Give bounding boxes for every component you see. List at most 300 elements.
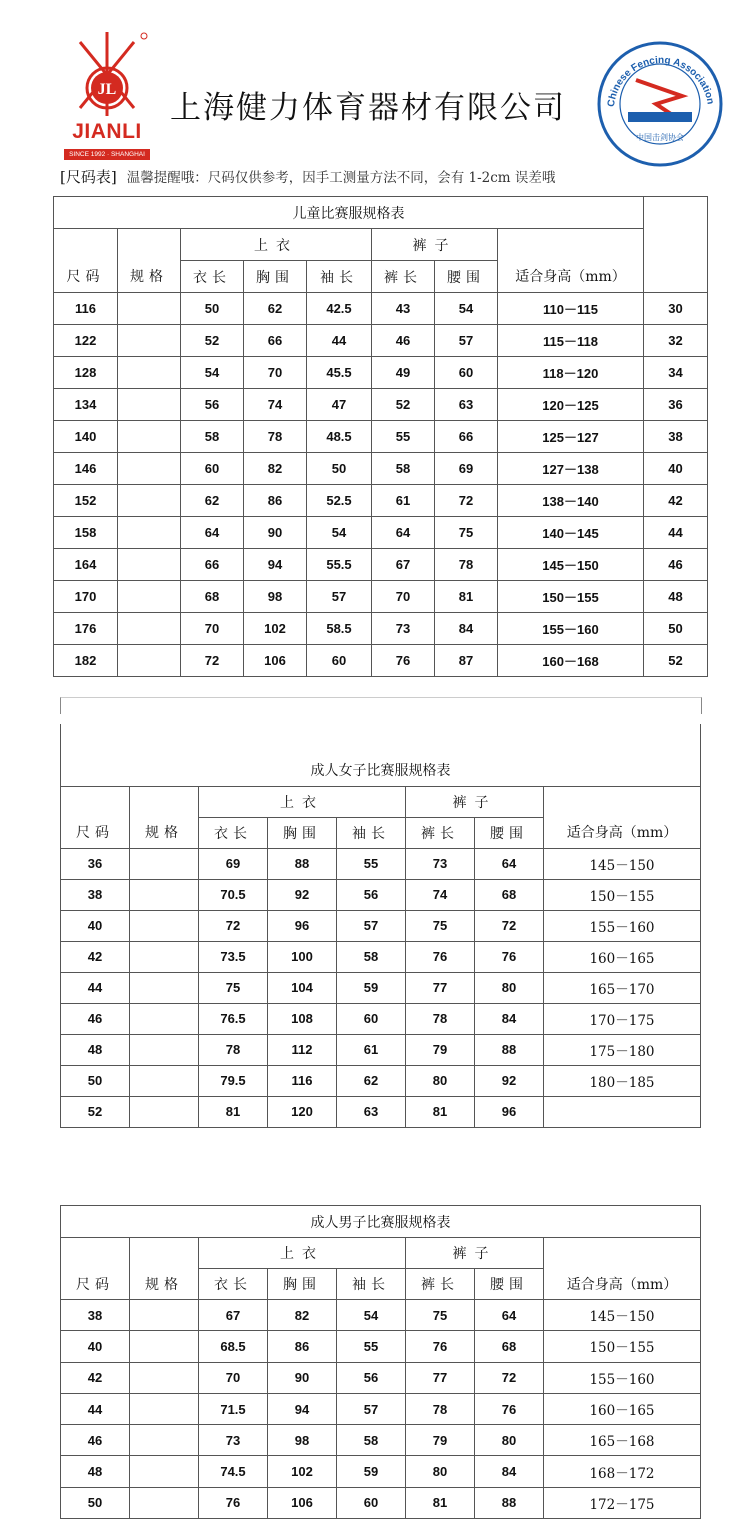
table-cell xyxy=(130,1425,199,1456)
col-height: 适合身高（mm） xyxy=(544,1269,701,1300)
table-cell: 69 xyxy=(199,848,268,879)
table-cell xyxy=(130,848,199,879)
table-cell: 79 xyxy=(406,1425,475,1456)
table-cell: 155－160 xyxy=(544,1362,701,1393)
table-cell: 90 xyxy=(268,1362,337,1393)
table-cell: 90 xyxy=(244,517,307,549)
table-cell: 94 xyxy=(244,549,307,581)
table-row xyxy=(61,1487,701,1518)
table-cell xyxy=(118,293,181,325)
col-sleeve: 袖长 xyxy=(337,817,406,848)
notice-label: [尺码表] xyxy=(60,168,117,186)
table-cell: 84 xyxy=(475,1456,544,1487)
table-cell: 76 xyxy=(406,1331,475,1362)
table-cell: 72 xyxy=(181,645,244,677)
table-cell: 40 xyxy=(61,910,130,941)
table-cell: 76 xyxy=(406,941,475,972)
col-length: 衣长 xyxy=(199,817,268,848)
table-cell: 112 xyxy=(268,1034,337,1065)
table-cell: 74.5 xyxy=(199,1456,268,1487)
table-cell: 55 xyxy=(372,421,435,453)
kids-table-title: 儿童比赛服规格表 xyxy=(54,197,644,229)
table-cell: 108 xyxy=(268,1003,337,1034)
table-cell: 72 xyxy=(435,485,498,517)
table-cell: 116 xyxy=(268,1065,337,1096)
col-size: 尺码 xyxy=(54,261,118,293)
table-cell: 46 xyxy=(61,1425,130,1456)
table-cell: 58 xyxy=(372,453,435,485)
table-cell: 116 xyxy=(54,293,118,325)
table-cell: 36 xyxy=(644,389,708,421)
table-cell: 80 xyxy=(475,972,544,1003)
table-cell: 170 xyxy=(54,581,118,613)
fencing-association-logo xyxy=(596,40,724,168)
table-cell: 80 xyxy=(475,1425,544,1456)
table-cell: 62 xyxy=(244,293,307,325)
table-cell: 32 xyxy=(644,325,708,357)
table-cell: 67 xyxy=(199,1300,268,1331)
table-cell: 140－145 xyxy=(498,517,644,549)
table-cell: 57 xyxy=(307,581,372,613)
table-cell xyxy=(130,1362,199,1393)
table-row xyxy=(61,1096,701,1127)
table-cell: 150－155 xyxy=(544,879,701,910)
men-table-title: 成人男子比赛服规格表 xyxy=(61,1206,701,1238)
col-spec: 规格 xyxy=(130,1269,199,1300)
table-cell: 146 xyxy=(54,453,118,485)
table-cell: 155－160 xyxy=(498,613,644,645)
table-cell: 72 xyxy=(199,910,268,941)
table-cell: 60 xyxy=(307,645,372,677)
table-cell: 106 xyxy=(244,645,307,677)
table-cell: 175－180 xyxy=(544,1034,701,1065)
table-cell: 75 xyxy=(199,972,268,1003)
women-size-table xyxy=(60,724,701,1128)
table-cell: 44 xyxy=(644,517,708,549)
table-cell: 98 xyxy=(244,581,307,613)
table-cell xyxy=(118,453,181,485)
table-cell xyxy=(130,1456,199,1487)
table-cell: 66 xyxy=(181,549,244,581)
table-row xyxy=(61,1456,701,1487)
table-cell: 122 xyxy=(54,325,118,357)
table-row xyxy=(61,910,701,941)
table-cell: 127－138 xyxy=(498,453,644,485)
table-cell: 60 xyxy=(435,357,498,389)
table-cell: 76 xyxy=(475,941,544,972)
table-cell: 52.5 xyxy=(307,485,372,517)
col-length: 衣长 xyxy=(199,1269,268,1300)
table-cell: 76 xyxy=(372,645,435,677)
table-cell xyxy=(130,1487,199,1518)
table-cell xyxy=(118,389,181,421)
table-cell: 78 xyxy=(244,421,307,453)
table-cell: 78 xyxy=(406,1003,475,1034)
table-cell xyxy=(130,1034,199,1065)
table-cell: 102 xyxy=(244,613,307,645)
table-cell xyxy=(130,879,199,910)
col-spec: 规格 xyxy=(118,261,181,293)
women-group-top: 上衣 xyxy=(199,786,406,817)
table-cell: 92 xyxy=(475,1065,544,1096)
table-row xyxy=(54,453,708,485)
table-cell: 73.5 xyxy=(199,941,268,972)
kids-group-top: 上衣 xyxy=(181,229,372,261)
col-chest: 胸围 xyxy=(268,817,337,848)
table-cell: 58 xyxy=(181,421,244,453)
table-cell: 68.5 xyxy=(199,1331,268,1362)
table-cell: 176 xyxy=(54,613,118,645)
table-cell: 67 xyxy=(372,549,435,581)
table-cell: 74 xyxy=(406,879,475,910)
table-cell: 75 xyxy=(406,1300,475,1331)
col-waist: 腰围 xyxy=(475,1269,544,1300)
table-cell: 78 xyxy=(435,549,498,581)
table-cell xyxy=(130,1003,199,1034)
table-cell: 50 xyxy=(61,1487,130,1518)
table-cell: 54 xyxy=(181,357,244,389)
table-cell: 145－150 xyxy=(498,549,644,581)
table-cell: 75 xyxy=(435,517,498,549)
table-cell: 38 xyxy=(644,421,708,453)
table-cell xyxy=(130,972,199,1003)
table-row xyxy=(54,421,708,453)
table-cell: 50 xyxy=(61,1065,130,1096)
table-cell: 50 xyxy=(644,613,708,645)
kids-size-table xyxy=(53,196,708,677)
table-row xyxy=(61,1393,701,1424)
table-cell: 52 xyxy=(61,1096,130,1127)
table-cell: 44 xyxy=(61,1393,130,1424)
table-row xyxy=(54,645,708,677)
table-cell: 84 xyxy=(475,1003,544,1034)
table-cell: 56 xyxy=(337,879,406,910)
women-group-pants: 裤子 xyxy=(406,786,544,817)
table-cell: 66 xyxy=(435,421,498,453)
table-cell: 168－172 xyxy=(544,1456,701,1487)
table-cell: 55.5 xyxy=(307,549,372,581)
table-cell: 170－175 xyxy=(544,1003,701,1034)
table-cell: 70 xyxy=(244,357,307,389)
table-cell: 54 xyxy=(307,517,372,549)
table-cell: 180－185 xyxy=(544,1065,701,1096)
table-cell: 81 xyxy=(435,581,498,613)
table-cell: 68 xyxy=(181,581,244,613)
col-sleeve: 袖长 xyxy=(337,1269,406,1300)
table-cell: 64 xyxy=(475,1300,544,1331)
women-table-title: 成人女子比赛服规格表 xyxy=(61,724,701,786)
table-cell: 38 xyxy=(61,1300,130,1331)
table-cell: 145－150 xyxy=(544,1300,701,1331)
table-cell: 46 xyxy=(372,325,435,357)
table-row xyxy=(61,1065,701,1096)
men-size-table xyxy=(60,1205,701,1519)
table-cell: 55 xyxy=(337,848,406,879)
table-cell: 134 xyxy=(54,389,118,421)
table-cell: 150－155 xyxy=(544,1331,701,1362)
table-cell xyxy=(118,357,181,389)
table-cell: 40 xyxy=(644,453,708,485)
col-size: 尺码 xyxy=(61,817,130,848)
svg-text:Chinese Fencing Association: Chinese Fencing Association xyxy=(606,54,716,108)
table-cell: 138－140 xyxy=(498,485,644,517)
size-notice xyxy=(60,166,555,187)
table-cell xyxy=(118,613,181,645)
table-cell: 76 xyxy=(199,1487,268,1518)
table-cell: 45.5 xyxy=(307,357,372,389)
table-cell: 182 xyxy=(54,645,118,677)
table-cell: 48 xyxy=(61,1456,130,1487)
svg-text:JL: JL xyxy=(97,81,117,98)
table-cell: 64 xyxy=(181,517,244,549)
table-cell: 79.5 xyxy=(199,1065,268,1096)
company-name: 上海健力体育器材有限公司 xyxy=(170,90,566,126)
table-cell: 98 xyxy=(268,1425,337,1456)
table-cell: 52 xyxy=(181,325,244,357)
table-cell: 73 xyxy=(406,848,475,879)
table-cell: 70 xyxy=(181,613,244,645)
table-cell: 118－120 xyxy=(498,357,644,389)
table-cell: 61 xyxy=(372,485,435,517)
table-cell: 150－155 xyxy=(498,581,644,613)
table-cell: 42.5 xyxy=(307,293,372,325)
table-cell: 125－127 xyxy=(498,421,644,453)
col-sleeve: 袖长 xyxy=(307,261,372,293)
table-cell: 63 xyxy=(337,1096,406,1127)
table-row xyxy=(61,1300,701,1331)
table-cell: 106 xyxy=(268,1487,337,1518)
table-cell: 58.5 xyxy=(307,613,372,645)
table-row xyxy=(54,325,708,357)
col-spec: 规格 xyxy=(130,817,199,848)
table-row xyxy=(54,357,708,389)
table-cell: 58 xyxy=(337,941,406,972)
table-cell: 88 xyxy=(475,1487,544,1518)
table-cell xyxy=(130,1096,199,1127)
table-cell: 120 xyxy=(268,1096,337,1127)
table-cell: 55 xyxy=(337,1331,406,1362)
table-cell: 104 xyxy=(268,972,337,1003)
table-cell: 66 xyxy=(244,325,307,357)
table-cell: 88 xyxy=(268,848,337,879)
col-waist: 腰围 xyxy=(475,817,544,848)
table-cell: 68 xyxy=(475,1331,544,1362)
table-cell: 81 xyxy=(199,1096,268,1127)
col-height: 适合身高（mm） xyxy=(498,261,644,293)
table-cell: 172－175 xyxy=(544,1487,701,1518)
table-cell: 52 xyxy=(372,389,435,421)
kids-group-pants: 裤子 xyxy=(372,229,498,261)
table-cell xyxy=(130,1331,199,1362)
table-row xyxy=(61,972,701,1003)
table-cell: 57 xyxy=(435,325,498,357)
men-group-pants: 裤子 xyxy=(406,1238,544,1269)
table-cell: 58 xyxy=(337,1425,406,1456)
table-cell: 34 xyxy=(644,357,708,389)
table-cell: 81 xyxy=(406,1487,475,1518)
table-cell: 59 xyxy=(337,1456,406,1487)
table-cell: 82 xyxy=(244,453,307,485)
table-row xyxy=(54,517,708,549)
table-cell: 100 xyxy=(268,941,337,972)
table-row xyxy=(61,1362,701,1393)
table-cell: 160－165 xyxy=(544,941,701,972)
table-cell: 60 xyxy=(181,453,244,485)
table-cell: 115－118 xyxy=(498,325,644,357)
table-cell: 82 xyxy=(268,1300,337,1331)
table-cell: 84 xyxy=(435,613,498,645)
table-row xyxy=(61,1003,701,1034)
table-cell: 70.5 xyxy=(199,879,268,910)
table-cell: 57 xyxy=(337,1393,406,1424)
table-cell: 43 xyxy=(372,293,435,325)
table-cell xyxy=(130,941,199,972)
col-size: 尺码 xyxy=(61,1269,130,1300)
table-cell: 152 xyxy=(54,485,118,517)
table-cell xyxy=(118,581,181,613)
brand-name: JIANLI xyxy=(72,120,142,143)
table-cell: 73 xyxy=(199,1425,268,1456)
table-cell: 75 xyxy=(406,910,475,941)
table-cell: 40 xyxy=(61,1331,130,1362)
table-cell: 62 xyxy=(181,485,244,517)
table-cell: 81 xyxy=(406,1096,475,1127)
table-cell: 165－170 xyxy=(544,972,701,1003)
table-cell: 61 xyxy=(337,1034,406,1065)
table-cell: 48.5 xyxy=(307,421,372,453)
table-cell: 164 xyxy=(54,549,118,581)
table-separator xyxy=(60,697,702,714)
table-cell: 80 xyxy=(406,1456,475,1487)
table-cell: 92 xyxy=(268,879,337,910)
notice-text: 温馨提醒哦：尺码仅供参考，因手工测量方法不同，会有 1-2cm 误差哦 xyxy=(126,170,556,186)
table-cell: 63 xyxy=(435,389,498,421)
table-cell: 50 xyxy=(181,293,244,325)
table-row xyxy=(54,549,708,581)
table-cell: 72 xyxy=(475,910,544,941)
table-cell: 42 xyxy=(61,1362,130,1393)
table-cell: 59 xyxy=(337,972,406,1003)
table-cell: 96 xyxy=(475,1096,544,1127)
table-cell: 78 xyxy=(406,1393,475,1424)
col-length: 衣长 xyxy=(181,261,244,293)
table-cell xyxy=(130,1393,199,1424)
table-row xyxy=(61,879,701,910)
table-cell: 60 xyxy=(337,1003,406,1034)
table-cell: 60 xyxy=(337,1487,406,1518)
table-row xyxy=(54,581,708,613)
col-chest: 胸围 xyxy=(268,1269,337,1300)
table-cell: 52 xyxy=(644,645,708,677)
table-row xyxy=(54,389,708,421)
table-row xyxy=(61,1425,701,1456)
col-pants-length: 裤长 xyxy=(372,261,435,293)
table-row xyxy=(54,485,708,517)
table-cell xyxy=(118,517,181,549)
table-cell: 158 xyxy=(54,517,118,549)
table-cell: 42 xyxy=(644,485,708,517)
table-cell: 96 xyxy=(268,910,337,941)
col-height: 适合身高（mm） xyxy=(544,817,701,848)
men-group-top: 上衣 xyxy=(199,1238,406,1269)
table-cell: 110－115 xyxy=(498,293,644,325)
col-pants-length: 裤长 xyxy=(406,1269,475,1300)
table-cell: 88 xyxy=(475,1034,544,1065)
table-cell: 77 xyxy=(406,1362,475,1393)
table-cell: 62 xyxy=(337,1065,406,1096)
col-chest: 胸围 xyxy=(244,261,307,293)
table-cell: 120－125 xyxy=(498,389,644,421)
table-cell xyxy=(130,910,199,941)
table-cell: 48 xyxy=(644,581,708,613)
table-cell xyxy=(544,1096,701,1127)
table-cell: 54 xyxy=(337,1300,406,1331)
table-cell: 128 xyxy=(54,357,118,389)
table-cell: 44 xyxy=(61,972,130,1003)
table-cell: 42 xyxy=(61,941,130,972)
table-row xyxy=(61,848,701,879)
table-cell: 155－160 xyxy=(544,910,701,941)
table-cell: 76 xyxy=(475,1393,544,1424)
table-row xyxy=(54,293,708,325)
table-cell: 50 xyxy=(307,453,372,485)
table-cell xyxy=(118,421,181,453)
table-cell: 80 xyxy=(406,1065,475,1096)
table-cell: 64 xyxy=(475,848,544,879)
table-cell: 72 xyxy=(475,1362,544,1393)
table-cell xyxy=(118,645,181,677)
col-pants-length: 裤长 xyxy=(406,817,475,848)
table-cell xyxy=(130,1300,199,1331)
table-cell: 165－168 xyxy=(544,1425,701,1456)
table-cell: 74 xyxy=(244,389,307,421)
table-row xyxy=(61,941,701,972)
table-cell: 56 xyxy=(181,389,244,421)
table-cell: 56 xyxy=(337,1362,406,1393)
brand-since: SINCE 1992 · SHANGHAI xyxy=(64,149,150,160)
table-cell: 73 xyxy=(372,613,435,645)
table-cell xyxy=(118,485,181,517)
table-cell xyxy=(130,1065,199,1096)
table-cell: 68 xyxy=(475,879,544,910)
table-cell: 38 xyxy=(61,879,130,910)
table-cell: 30 xyxy=(644,293,708,325)
col-waist: 腰围 xyxy=(435,261,498,293)
table-cell: 47 xyxy=(307,389,372,421)
table-cell: 87 xyxy=(435,645,498,677)
table-cell: 44 xyxy=(307,325,372,357)
table-cell: 86 xyxy=(244,485,307,517)
table-row xyxy=(61,1331,701,1362)
table-cell: 57 xyxy=(337,910,406,941)
table-cell: 49 xyxy=(372,357,435,389)
table-cell xyxy=(118,549,181,581)
table-cell: 79 xyxy=(406,1034,475,1065)
table-cell xyxy=(118,325,181,357)
table-cell: 54 xyxy=(435,293,498,325)
table-cell: 46 xyxy=(644,549,708,581)
table-cell: 78 xyxy=(199,1034,268,1065)
table-cell: 102 xyxy=(268,1456,337,1487)
table-row xyxy=(54,613,708,645)
table-cell: 70 xyxy=(372,581,435,613)
table-cell: 70 xyxy=(199,1362,268,1393)
table-cell: 94 xyxy=(268,1393,337,1424)
table-cell: 77 xyxy=(406,972,475,1003)
table-cell: 160－168 xyxy=(498,645,644,677)
table-cell: 145－150 xyxy=(544,848,701,879)
table-cell: 140 xyxy=(54,421,118,453)
